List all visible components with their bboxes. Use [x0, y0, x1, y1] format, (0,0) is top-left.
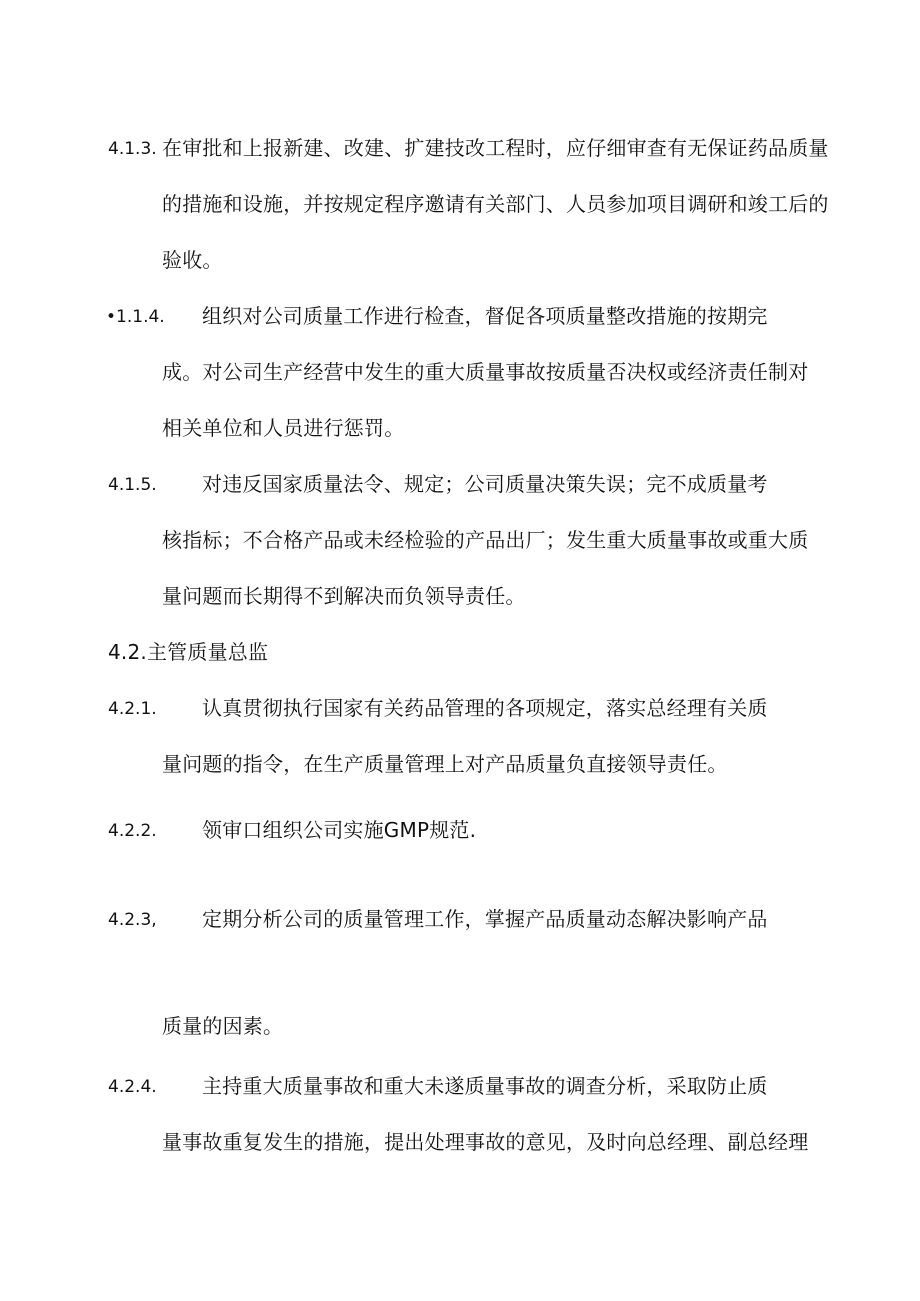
clause-4-2-4-line-2: 量事故重复发生的措施，提出处理事故的意见，及时向总经理、副总经理 [162, 1130, 809, 1154]
clause-4-2-3-line-2: 质量的因素。 [162, 1014, 284, 1038]
clause-number-4-1-3: 4.1.3. [108, 139, 157, 159]
clause-number-4-2-4: 4.2.4. [108, 1077, 157, 1097]
clause-4-1-3-line-3: 验收。 [162, 248, 223, 272]
clause-4-2-1-line-2: 量问题的指令，在生产质量管理上对产品质量负直接领导责任。 [162, 752, 728, 776]
clause-4-1-4-line-2: 成。对公司生产经营中发生的重大质量事故按质量否决权或经济责任制对 [162, 360, 809, 384]
clause-number-4-2-3: 4.2.3, [108, 910, 157, 930]
clause-number-4-1-5: 4.1.5. [108, 475, 157, 495]
clause-4-1-4-line-3: 相关单位和人员进行惩罚。 [162, 416, 405, 440]
clause-4-1-5-line-3: 量问题而长期得不到解决而负领导责任。 [162, 584, 526, 608]
clause-4-1-5-line-2: 核指标；不合格产品或未经检验的产品出厂；发生重大质量事故或重大质 [162, 528, 809, 552]
clause-4-2-4-line-1: 主持重大质量事故和重大未遂质量事故的调查分析，采取防止质 [202, 1074, 768, 1098]
clause-number-4-2-1: 4.2.1. [108, 699, 157, 719]
clause-4-1-5-line-1: 对违反国家质量法令、规定；公司质量决策失误；完不成质量考 [202, 472, 768, 496]
clause-4-2-3-line-1: 定期分析公司的质量管理工作，掌握产品质量动态解决影响产品 [202, 907, 768, 931]
clause-4-1-3-line-2: 的措施和设施，并按规定程序邀请有关部门、人员参加项目调研和竣工后的 [162, 192, 829, 216]
clause-4-2-2-line-1: 领审口组织公司实施GMP规范. [202, 818, 477, 842]
section-heading-4-2: 4.2.主管质量总监 [108, 640, 269, 664]
clause-number-4-2-2: 4.2.2. [108, 821, 157, 841]
clause-number-4-1-4: •1.1.4. [106, 307, 165, 327]
clause-4-1-4-line-1: 组织对公司质量工作进行检查，督促各项质量整改措施的按期完 [202, 304, 768, 328]
clause-4-2-1-line-1: 认真贯彻执行国家有关药品管理的各项规定，落实总经理有关质 [202, 696, 768, 720]
clause-4-1-3-line-1: 在审批和上报新建、改建、扩建技改工程时，应仔细审查有无保证药品质量 [162, 136, 829, 160]
